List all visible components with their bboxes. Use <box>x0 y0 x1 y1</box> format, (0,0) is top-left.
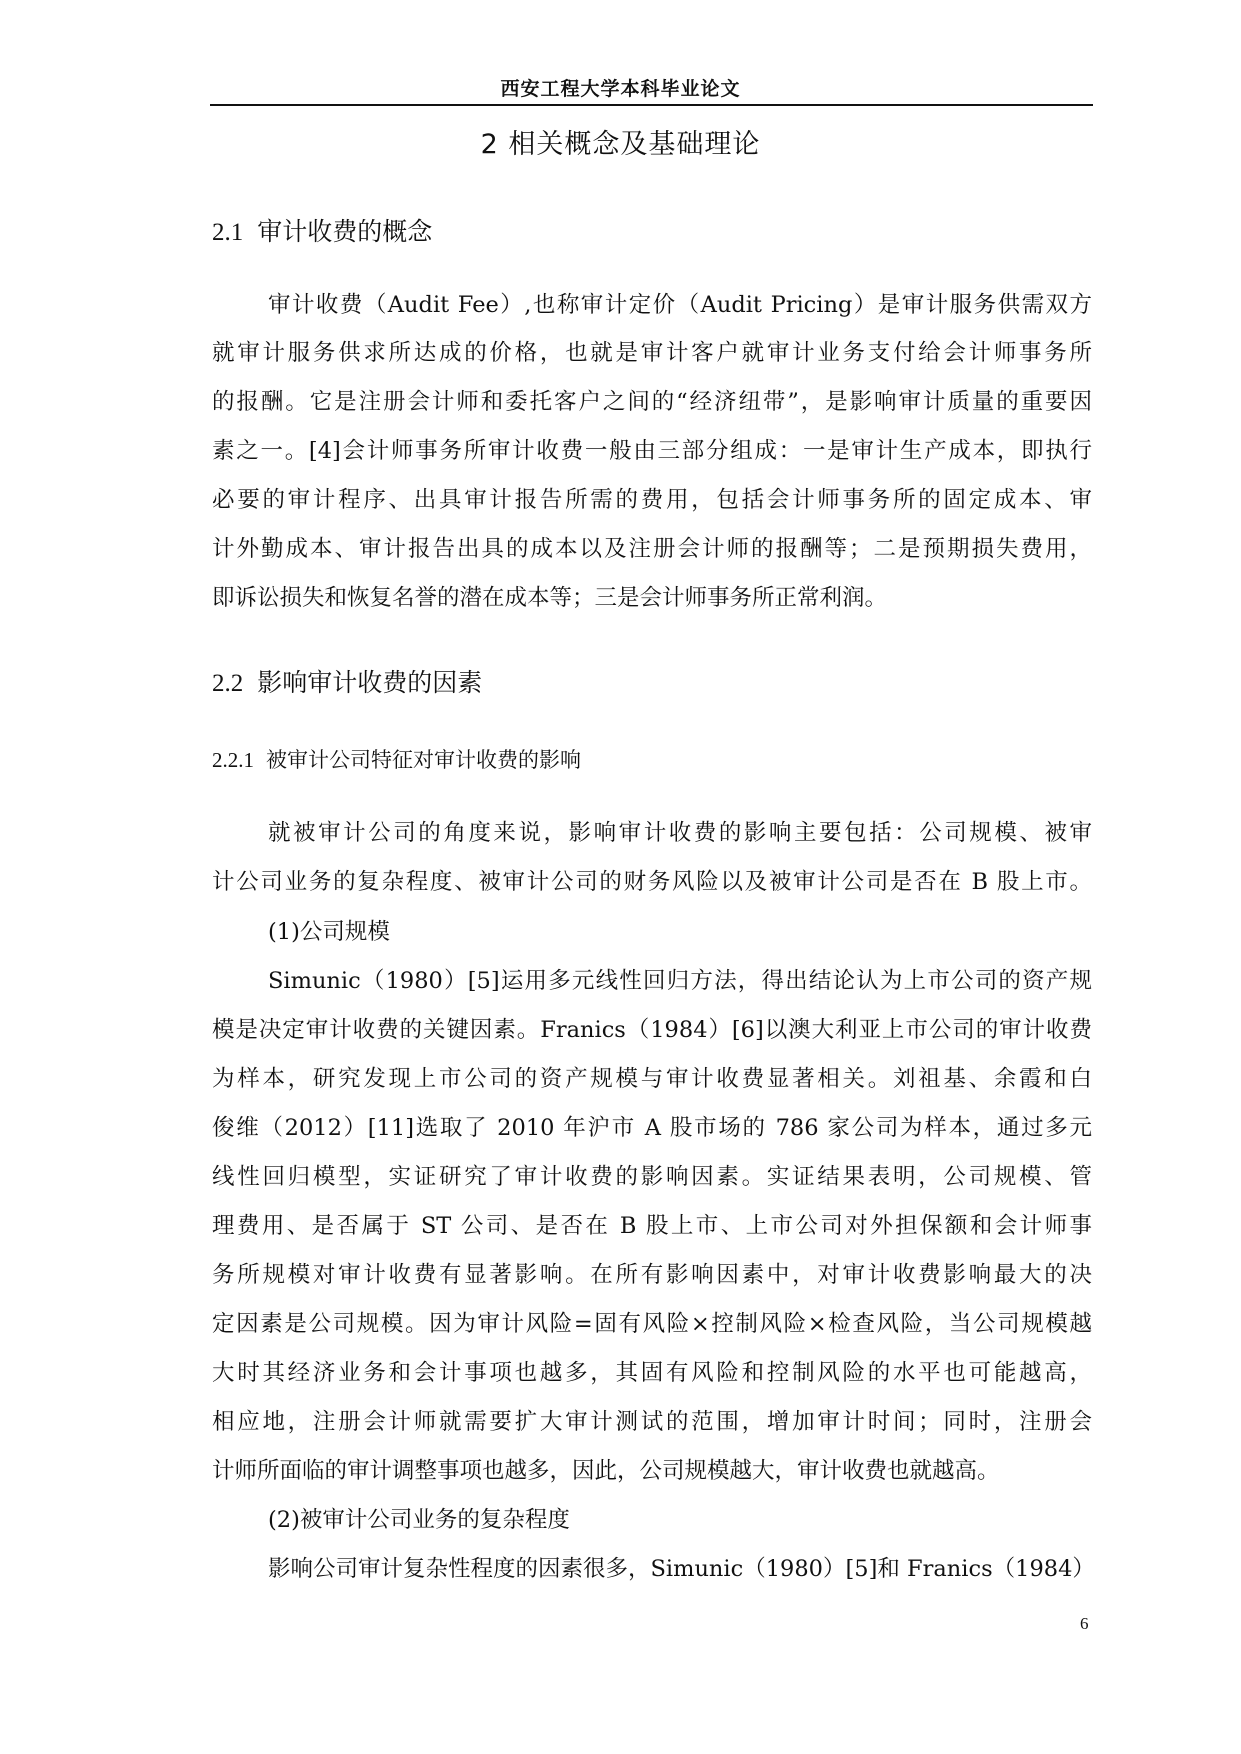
paragraph-line: 俊维（2012）[11]选取了 2010 年沪市 A 股市场的 786 家公司为样本，通过多元 <box>212 1115 1092 1141</box>
paragraph-line: 计公司业务的复杂程度、被审计公司的财务风险以及被审计公司是否在 B 股上市。 <box>212 869 1092 895</box>
paragraph-line: 审计收费（Audit Fee）,也称审计定价（Audit Pricing）是审计服务供需双方 <box>268 292 1092 318</box>
paragraph-line: 计外勤成本、审计报告出具的成本以及注册会计师的报酬等；二是预期损失费用， <box>212 536 1092 562</box>
paragraph-line: 相应地，注册会计师就需要扩大审计测试的范围，增加审计时间；同时，注册会 <box>212 1409 1092 1435</box>
section-number: 2.1 <box>212 219 244 246</box>
page-number: 6 <box>1080 1614 1089 1633</box>
paragraph-line: 就审计服务供求所达成的价格，也就是审计客户就审计业务支付给会计师事务所 <box>212 340 1092 366</box>
section-title: 影响审计收费的因素 <box>257 668 483 697</box>
section-heading-2-2 <box>212 663 482 699</box>
paragraph-line: 必要的审计程序、出具审计报告所需的费用，包括会计师事务所的固定成本、审 <box>212 487 1092 513</box>
list-item-heading: (2)被审计公司业务的复杂程度 <box>268 1507 570 1533</box>
running-header: 西安工程大学本科毕业论文 <box>500 78 741 100</box>
chapter-title: 2 相关概念及基础理论 <box>480 129 761 160</box>
section-title: 审计收费的概念 <box>257 217 433 246</box>
section-heading-2-1 <box>212 212 432 248</box>
subsection-heading-2-2-1 <box>212 744 581 774</box>
paragraph-line: 计师所面临的审计调整事项也越多，因此，公司规模越大，审计收费也就越高。 <box>212 1458 1000 1484</box>
paragraph-line: 为样本，研究发现上市公司的资产规模与审计收费显著相关。刘祖基、余霞和白 <box>212 1066 1092 1092</box>
subsection-title: 被审计公司特征对审计收费的影响 <box>266 748 581 772</box>
paragraph-line: 模是决定审计收费的关键因素。Franics（1984）[6]以澳大利亚上市公司的审计收费 <box>212 1017 1092 1043</box>
paragraph-line: 大时其经济业务和会计事项也越多，其固有风险和控制风险的水平也可能越高， <box>212 1360 1092 1386</box>
paragraph-line: 定因素是公司规模。因为审计风险=固有风险×控制风险×检查风险，当公司规模越 <box>212 1311 1092 1337</box>
paragraph-line: Simunic（1980）[5]运用多元线性回归方法，得出结论认为上市公司的资产规 <box>268 968 1092 994</box>
paragraph-line: 务所规模对审计收费有显著影响。在所有影响因素中，对审计收费影响最大的决 <box>212 1262 1092 1288</box>
section-number: 2.2 <box>212 670 244 697</box>
paragraph-line: 就被审计公司的角度来说，影响审计收费的影响主要包括：公司规模、被审 <box>268 820 1092 846</box>
list-item-heading: (1)公司规模 <box>268 919 390 945</box>
paragraph-line: 素之一。[4]会计师事务所审计收费一般由三部分组成：一是审计生产成本，即执行 <box>212 438 1092 464</box>
subsection-number: 2.2.1 <box>212 748 254 772</box>
paragraph-line: 理费用、是否属于 ST 公司、是否在 B 股上市、上市公司对外担保额和会计师事 <box>212 1213 1092 1239</box>
paragraph-line: 影响公司审计复杂性程度的因素很多，Simunic（1980）[5]和 Franics（1984） <box>268 1556 1095 1582</box>
header-rule <box>210 104 1093 106</box>
paragraph-line: 的报酬。它是注册会计师和委托客户之间的“经济纽带”，是影响审计质量的重要因 <box>212 389 1092 415</box>
paragraph-line: 线性回归模型，实证研究了审计收费的影响因素。实证结果表明，公司规模、管 <box>212 1164 1092 1190</box>
paragraph-line: 即诉讼损失和恢复名誉的潜在成本等；三是会计师事务所正常利润。 <box>212 585 888 611</box>
